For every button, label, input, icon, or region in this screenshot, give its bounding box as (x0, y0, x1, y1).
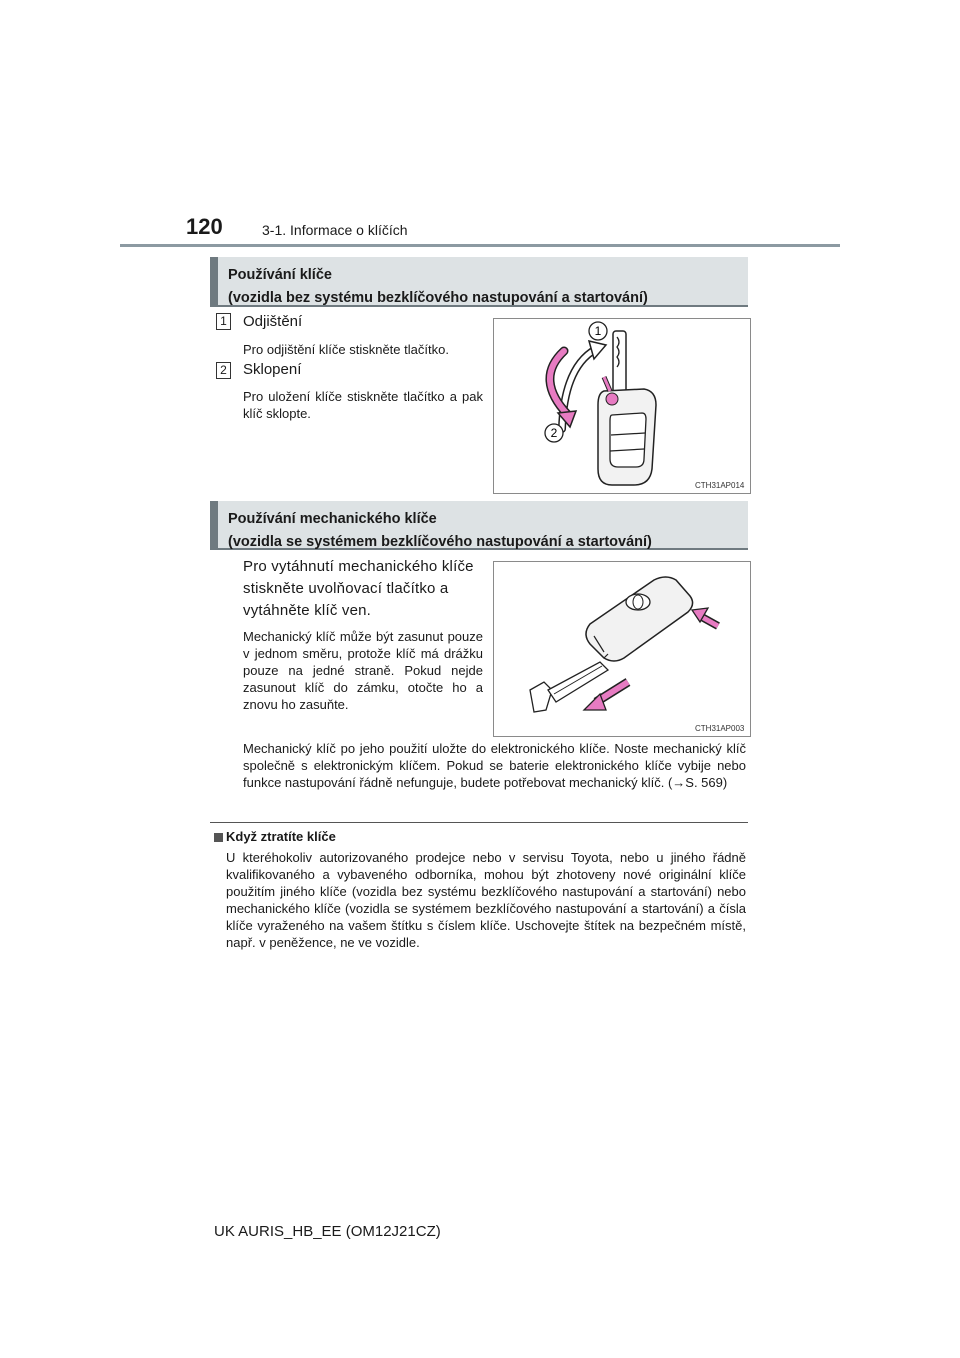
heading-line-1: Používání klíče (228, 267, 332, 283)
mechanical-key-storage-note: Mechanický klíč po jeho použití uložte do elektronického klíče. Noste mechanický klíč společně s elektronickým klíčem. Pokud se baterie elektronického klíče vybije nebo funkce nastupování řádně nefunguje, budete potřebovat mechanický klíč. (→S. 569) (243, 741, 746, 790)
callout-1: 1 (594, 324, 602, 338)
step-title-unlock: Odjištění (243, 313, 303, 330)
flip-key-drawing (494, 319, 750, 493)
lost-keys-text: U kteréhokoliv autorizovaného prodejce nebo v servisu Toyota, nebo u jiného řádně kvalifikovaného a vybaveného odborníka, mohou být zhotoveny nové originální klíče použitím jiného klíče (vozidla bez systému bezklíčového nastupování a startování) nebo mechanického klíče (vozidla se systémem bezklíčového nastupování a startování) a čísla klíče vyraženého na vašem štítku s číslem klíče. Uschovejte štítek na bezpečném místě, např. v peněžence, ne ve vozidle. (226, 850, 746, 950)
heading-line-2: (vozidla se systémem bezklíčového nastupování a startování) (228, 534, 652, 550)
document-footer: UK AURIS_HB_EE (OM12J21CZ) (214, 1223, 441, 1240)
figure-code: CTH31AP003 (695, 724, 745, 733)
step-number-1: 1 (216, 313, 231, 330)
section-divider (210, 822, 748, 823)
step-desc-fold: Pro uložení klíče stiskněte tlačítko a pak klíč sklopte. (243, 389, 483, 421)
mechanical-key-note: Mechanický klíč může být zasunut pouze v jednom směru, protože klíč má drážku pouze na jedné straně. Pokud nejde zasunout klíč do zámku, otočte ho a znovu ho zasuňte. (243, 629, 483, 712)
page-number: 120 (186, 214, 223, 239)
callout-2: 2 (550, 426, 558, 440)
figure-code: CTH31AP014 (695, 481, 745, 490)
flip-key-illustration (493, 318, 751, 494)
step-desc-unlock: Pro odjištění klíče stiskněte tlačítko. (243, 342, 449, 357)
heading-line-2: (vozidla bez systému bezklíčového nastupování a startování) (228, 290, 648, 306)
section-title: 3-1. Informace o klíčích (262, 222, 408, 238)
smart-key-illustration (493, 561, 751, 737)
mechanical-key-instruction: Pro vytáhnutí mechanického klíče stiskněte uvolňovací tlačítko a vytáhněte klíč ven. (243, 558, 474, 619)
heading-line-1: Používání mechanického klíče (228, 511, 437, 527)
header-divider (120, 244, 840, 247)
bullet-square-icon (214, 833, 223, 842)
section-heading-mechanical-key (210, 501, 748, 550)
section-heading-key-usage (210, 257, 748, 307)
smart-key-drawing (494, 562, 750, 736)
step-title-fold: Sklopení (243, 361, 302, 378)
lost-keys-title: Když ztratíte klíče (226, 829, 336, 844)
step-number-2: 2 (216, 362, 231, 379)
